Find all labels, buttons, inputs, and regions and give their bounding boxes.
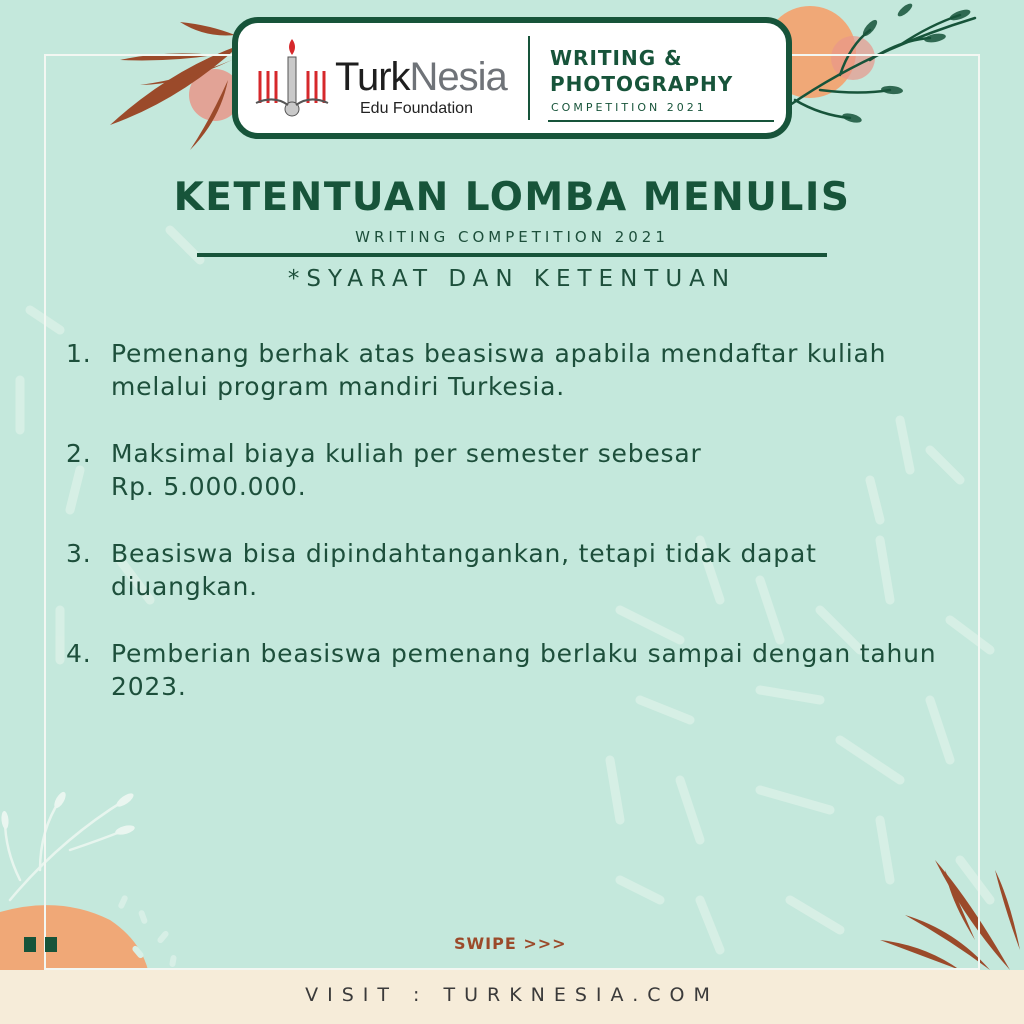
rule-item (66, 437, 966, 503)
header-card (232, 17, 792, 139)
rule-number: 2. (66, 439, 92, 468)
pagination-square (45, 937, 57, 952)
page-title: KETENTUAN LOMBA MENULIS (173, 175, 851, 220)
competition-title: WRITING & PHOTOGRAPHY (550, 46, 734, 96)
rule-number: 1. (66, 339, 92, 368)
brand-subtitle: Edu Foundation (360, 100, 473, 117)
rule-text: Pemenang berhak atas beasiswa apabila mendaftar kuliah melalui program mandiri Turkesia. (111, 339, 887, 401)
pagination-squares-icon (24, 937, 36, 952)
rule-text: Pemberian beasiswa pemenang berlaku sampai dengan tahun 2023. (111, 639, 937, 701)
rule-item (66, 637, 966, 703)
rule-text: Beasiswa bisa dipindahtangankan, tetapi tidak dapat diuangkan. (111, 539, 817, 601)
swipe-prompt[interactable]: SWIPE >>> (454, 934, 567, 953)
rule-item (66, 537, 966, 603)
rule-number: 4. (66, 639, 92, 668)
section-heading: *SYARAT DAN KETENTUAN (287, 266, 737, 292)
page-subtitle: WRITING COMPETITION 2021 (355, 228, 669, 246)
website-link[interactable]: VISIT : TURKNESIA.COM (305, 984, 719, 1006)
brand-name: TurkNesia (335, 55, 507, 99)
rule-number: 3. (66, 539, 92, 568)
torch-book-logo-icon (252, 31, 332, 121)
competition-year: COMPETITION 2021 (551, 101, 707, 114)
title-divider (197, 253, 827, 257)
header-divider (528, 36, 530, 120)
rules-list (66, 337, 966, 737)
competition-underline (548, 120, 774, 122)
rule-text: Maksimal biaya kuliah per semester sebesar Rp. 5.000.000. (111, 439, 702, 501)
rule-item (66, 337, 966, 403)
